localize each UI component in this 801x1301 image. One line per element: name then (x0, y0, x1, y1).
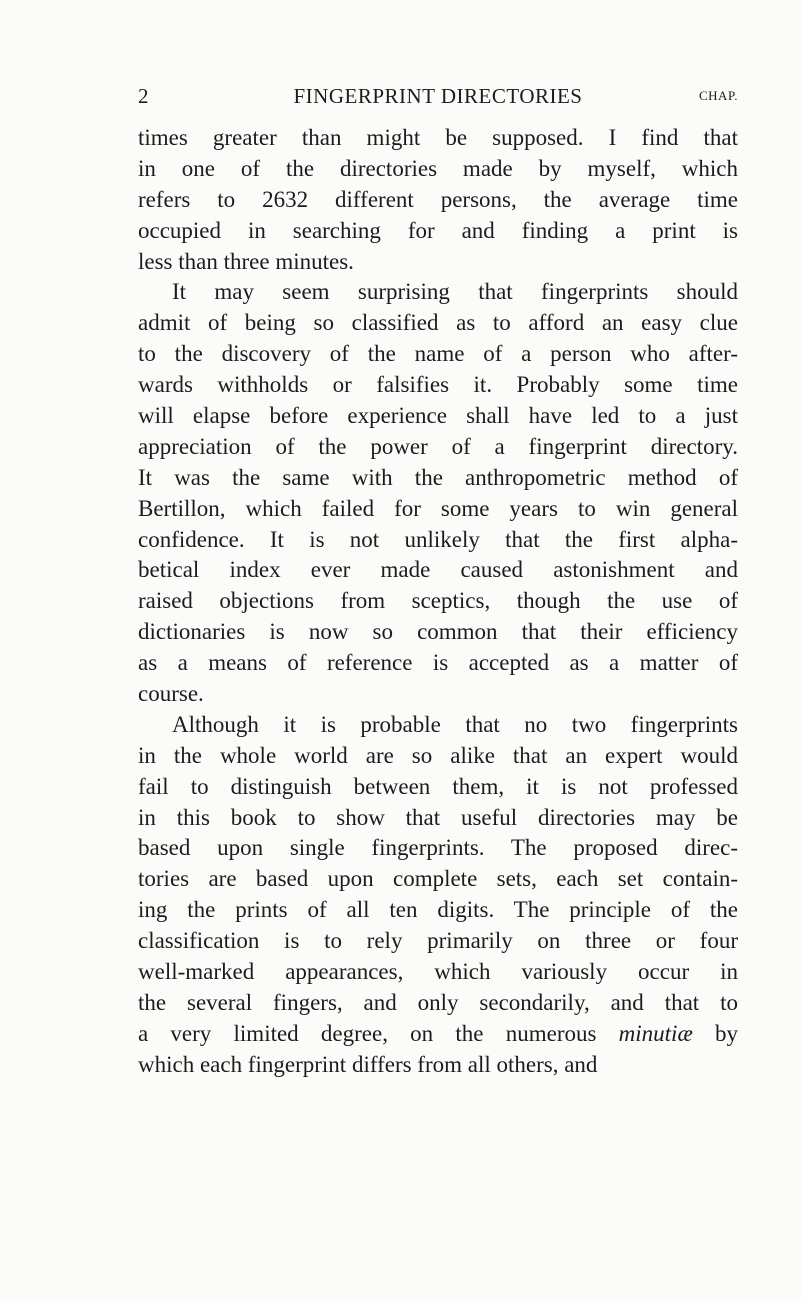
text-line: based upon single fingerprints. The proposed direc- (138, 835, 738, 861)
text-line: course. (138, 681, 204, 707)
text-line: to the discovery of the name of a person who after- (138, 341, 738, 367)
body-text (138, 123, 738, 1081)
text-segment: by (715, 1020, 739, 1046)
italic-term: minutiæ (618, 1020, 693, 1046)
running-head: FINGERPRINT DIRECTORIES (293, 84, 583, 108)
text-line: in the whole world are so alike that an expert would (138, 742, 738, 768)
text-line: in one of the directories made by myself, which (138, 155, 738, 181)
text-segment: a very limited degree, on the numerous (138, 1020, 597, 1046)
text-line: betical index ever made caused astonishment and (138, 557, 738, 583)
text-line: which each fingerprint differs from all others, and (138, 1051, 598, 1077)
text-line: less than three minutes. (138, 248, 354, 274)
text-line: admit of being so classified as to afford an easy clue (138, 310, 738, 336)
text-line: wards withholds or falsifies it. Probably some time (138, 372, 738, 398)
text-line-with-italic (138, 1019, 738, 1050)
text-line: appreciation of the power of a fingerprint directory. (138, 433, 738, 459)
text-line: will elapse before experience shall have led to a just (138, 403, 738, 429)
text-line: the several fingers, and only secondarily, and that to (138, 989, 738, 1015)
text-line: It was the same with the anthropometric method of (138, 464, 738, 490)
text-line: confidence. It is not unlikely that the first alpha- (138, 526, 738, 552)
text-line: times greater than might be supposed. I find that (138, 125, 738, 150)
text-line: occupied in searching for and finding a print is (138, 217, 738, 243)
text-line: as a means of reference is accepted as a matter of (138, 650, 738, 676)
paragraph-start-line: It may seem surprising that fingerprints should (172, 279, 738, 305)
text-line: fail to distinguish between them, it is not professed (138, 773, 738, 799)
paragraph-start-line: Although it is probable that no two fingerprints (172, 711, 738, 737)
text-line: in this book to show that useful directories may be (138, 804, 738, 830)
text-line: refers to 2632 different persons, the average time (138, 186, 738, 212)
text-line: raised objections from sceptics, though the use of (138, 588, 738, 614)
text-line: well-marked appearances, which variously occur in (138, 959, 738, 985)
text-line: classification is to rely primarily on three or four (138, 928, 738, 954)
page-number: 2 (138, 84, 149, 108)
text-line: tories are based upon complete sets, each set contain- (138, 866, 738, 892)
text-line: dictionaries is now so common that their efficiency (138, 619, 738, 645)
text-line: Bertillon, which failed for some years to win general (138, 495, 738, 521)
chapter-label: CHAP. (699, 88, 738, 103)
text-line: ing the prints of all ten digits. The principle of the (138, 897, 738, 923)
page-header (138, 84, 738, 108)
